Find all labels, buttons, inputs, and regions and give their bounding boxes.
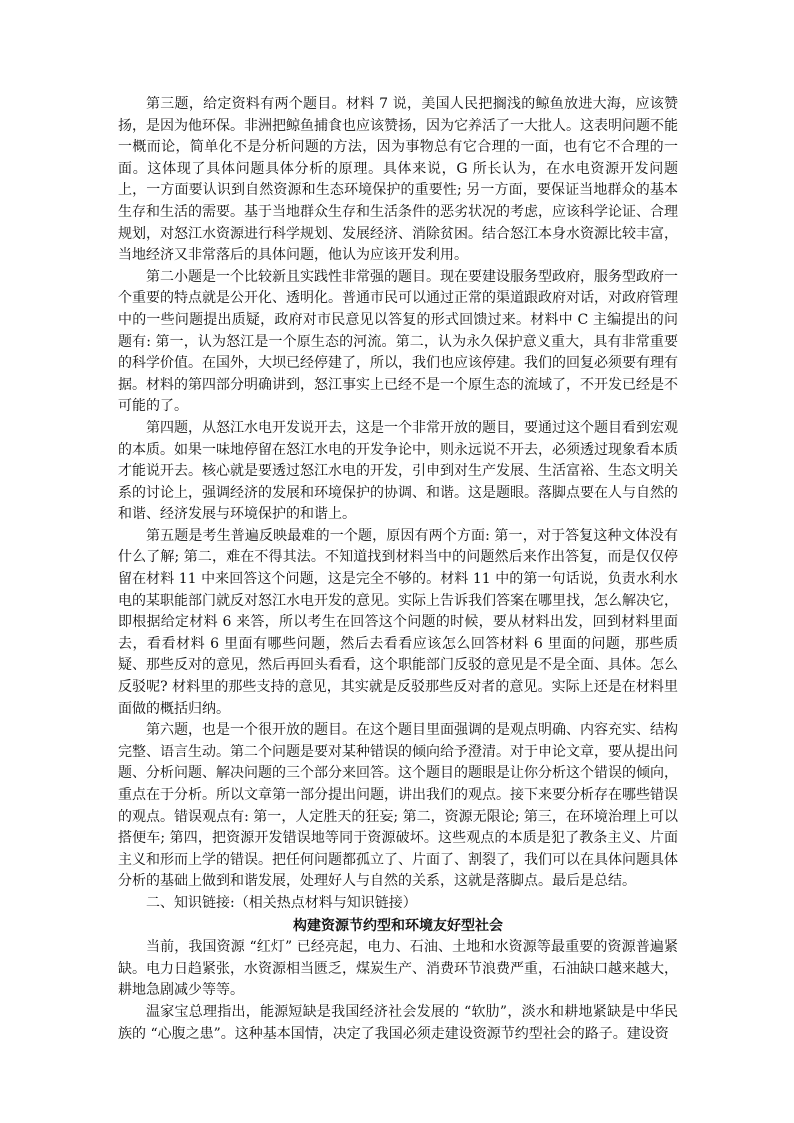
section-label-knowledge-link: 二、知识链接:（相关热点材料与知识链接） [146,894,417,911]
paragraph-premier-quote: 温家宝总理指出，能源短缺是我国经济社会发展的 “软肋”，淡水和耕地紧缺是中华民族的 “心腹之患”。这种基本国情，决定了我国必须走建设资源节约型社会的路子。建设资 [118,1003,678,1042]
paragraph-question-3: 第三题，给定资料有两个题目。材料 7 说，美国人民把搁浅的鲸鱼放进大海，应该赞扬，是因为他环保。非洲把鲸鱼捕食也应该赞扬，因为它养活了一大批人。这表明问题不能一概而论，简单化不是分析问题的方法，因为事物总有它合理的一面，也有它不合理的一面。这体现了具体问题具体分析的原理。具体来说，G 所长认为，在水电资源开发问题上，一方面要认识到自然资源和生态环境保护的重要性; 另一方面，要保证当地群众的基本生存和生活的需要。基于当地群众生存和生活条件的恶劣状况的考虑，应该科学论证、合理规划，对怒江水资源进行科学规划、发展经济、消除贫困。结合怒江本身水资源比较丰富，当地经济又非常落后的具体问题，他认为应该开发利用。 [118,96,678,264]
paragraph-question-6: 第六题，也是一个很开放的题目。在这个题目里面强调的是观点明确、内容充实、结构完整、语言生动。第二个问题是要对某种错误的倾向给予澄清。对于申论文章，要从提出问题、分析问题、解决问题的三个部分来回答。这个题目的题眼是让你分析这个错误的倾向，重点在于分析。所以文章第一部分提出问题，讲出我们的观点。接下来要分析存在哪些错误的观点。错误观点有: 第一，人定胜天的狂妄; 第二，资源无限论; 第三，在环境治理上可以搭便车; 第四，把资源开发错误地等同于资源破坏。这些观点的本质是犯了教条主义、片面主义和形而上学的错误。把任何问题都孤立了、片面了、割裂了，我们可以在具体问题具体分析的基础上做到和谐发展，处理好人与自然的关系，这就是落脚点。最后是总结。 [118,722,678,890]
paragraph-question-2: 第二小题是一个比较新且实践性非常强的题目。现在要建设服务型政府，服务型政府一个重要的特点就是公开化、透明化。普通市民可以通过正常的渠道跟政府对话，对政府管理中的一些问题提出质疑，政府对市民意见以答复的形式回馈过来。材料中 C 主编提出的问题有: 第一，认为怒江是一个原生态的河流。第二，认为永久保护意义重大，具有非常重要的科学价值。在国外，大坝已经停建了，所以，我们也应该停建。我们的回复必须要有理有据。材料的第四部分明确讲到，怒江事实上已经不是一个原生态的流域了，不开发已经是不可能的了。 [118,268,678,415]
paragraph-question-5: 第五题是考生普遍反映最难的一个题，原因有两个方面: 第一，对于答复这种文体没有什么了解; 第二，难在不得其法。不知道找到材料当中的问题然后来作出答复，而是仅仅停留在材料 11 中来回答这个问题，这是完全不够的。材料 11 中的第一句话说，负责水利水电的某职能部门就反对怒江水电开发的意见。实际上告诉我们答案在哪里找，怎么解决它，即根据给定材料 6 来答，所以考生在回答这个问题的时候，要从材料出发，回到材料里面去，看看材料 6 里面有哪些问题，然后去看看应该怎么回答材料 6 里面的问题，那些质疑、那些反对的意见，然后再回头看看，这个职能部门反驳的意见是不是全面、具体。怎么反驳呢? 材料里的那些支持的意见，其实就是反驳那些反对者的意见。实际上还是在材料里面做的概括归纳。 [118,527,678,717]
paragraph-question-4: 第四题，从怒江水电开发说开去，这是一个非常开放的题目，要通过这个题目看到宏观的本质。如果一味地停留在怒江水电的开发争论中，则永远说不开去，必须透过现象看本质才能说开去。核心就是要透过怒江水电的开发，引申到对生产发展、生活富裕、生态文明关系的讨论上，强调经济的发展和环境保护的协调、和谐。这是题眼。落脚点要在人与自然的和谐、经济发展与环境保护的和谐上。 [118,419,678,523]
document-page [118,94,678,1045]
paragraph-resource-status: 当前，我国资源 “红灯” 已经亮起，电力、石油、土地和水资源等最重要的资源普遍紧缺。电力日趋紧张，水资源相当匮乏，煤炭生产、消费环节浪费严重，石油缺口越来越大，耕地急剧减少等等。 [118,939,678,999]
section-heading: 构建资源节约型和环境友好型社会 [293,917,503,934]
